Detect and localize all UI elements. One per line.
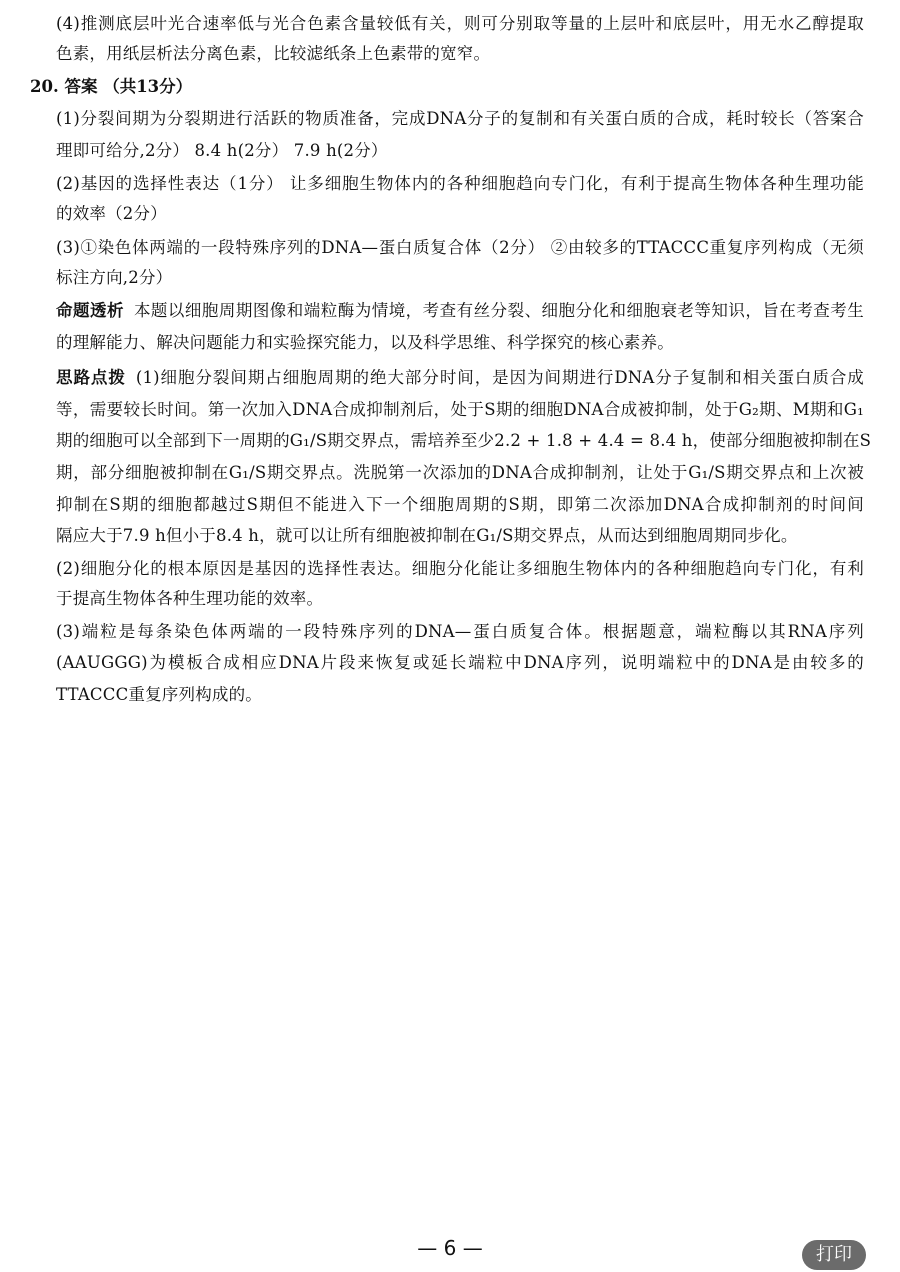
answer-line: 标注方向,2分） — [56, 268, 173, 287]
hint-line: 隔应大于7.9 h但小于8.4 h，就可以让所有细胞被抑制在G₁/S期交界点，从而达到细胞周期同步化。 — [56, 526, 798, 545]
hint-line: (AAUGGG)为模板合成相应DNA片段来恢复或延长端粒中DNA序列，说明端粒中的DNA是由较多的 — [56, 653, 864, 672]
analysis-label: 命题透析 — [56, 301, 124, 320]
analysis-text: 本题以细胞周期图像和端粒酶为情境，考查有丝分裂、细胞分化和细胞衰老等知识，旨在考查考生 — [133, 301, 864, 320]
answer-line: 理即可给分,2分） 8.4 h(2分） 7.9 h(2分） — [56, 141, 388, 160]
answer-line: 的效率（2分） — [56, 204, 167, 223]
question-20-header: 20. 答案 （共13分） — [30, 77, 193, 96]
hint-line: 期的细胞可以全部到下一周期的G₁/S期交界点，需培养至少2.2 + 1.8 + 4.4 = 8.4 h，使部分细胞被抑制在S — [56, 431, 872, 450]
page-number: — 6 — — [417, 1236, 483, 1260]
text-line: (4)推测底层叶光合速率低与光合色素含量较低有关，则可分别取等量的上层叶和底层叶，用无水乙醇提取 — [56, 14, 864, 33]
hint-line: 期，部分细胞被抑制在G₁/S期交界点。洗脱第一次添加的DNA合成抑制剂，让处于G₁/S期交界点和上次被 — [56, 463, 864, 482]
hint-line: (3)端粒是每条染色体两端的一段特殊序列的DNA—蛋白质复合体。根据题意，端粒酶以其RNA序列 — [56, 622, 864, 641]
answer-line: (1)分裂间期为分裂期进行活跃的物质准备，完成DNA分子的复制和有关蛋白质的合成，耗时较长（答案合 — [56, 109, 864, 128]
hint-line-1 — [56, 366, 864, 390]
answer-line: (3)①染色体两端的一段特殊序列的DNA—蛋白质复合体（2分） ②由较多的TTACCC重复序列构成（无须 — [56, 238, 864, 257]
print-button[interactable]: 打印 — [802, 1240, 866, 1270]
analysis-line-2: 的理解能力、解决问题能力和实验探究能力，以及科学思维、科学探究的核心素养。 — [56, 333, 674, 352]
analysis-line-1 — [56, 299, 864, 323]
hint-line: 等，需要较长时间。第一次加入DNA合成抑制剂后，处于S期的细胞DNA合成被抑制，处于G₂期、M期和G₁ — [56, 400, 864, 419]
hint-label: 思路点拨 — [56, 368, 126, 387]
hint-line: 抑制在S期的细胞都越过S期但不能进入下一个细胞周期的S期，即第二次添加DNA合成抑制剂的时间间 — [56, 495, 864, 514]
answer-line: (2)基因的选择性表达（1分） 让多细胞生物体内的各种细胞趋向专门化，有利于提高生物体各种生理功能 — [56, 174, 864, 193]
hint-text: (1)细胞分裂间期占细胞周期的绝大部分时间，是因为间期进行DNA分子复制和相关蛋白质合成 — [135, 368, 864, 387]
text-line: 色素，用纸层析法分离色素，比较滤纸条上色素带的宽窄。 — [56, 44, 491, 63]
hint-line: (2)细胞分化的根本原因是基因的选择性表达。细胞分化能让多细胞生物体内的各种细胞趋向专门化，有利 — [56, 559, 864, 578]
hint-line: TTACCC重复序列构成的。 — [56, 685, 263, 704]
hint-line: 于提高生物体各种生理功能的效率。 — [56, 589, 324, 608]
